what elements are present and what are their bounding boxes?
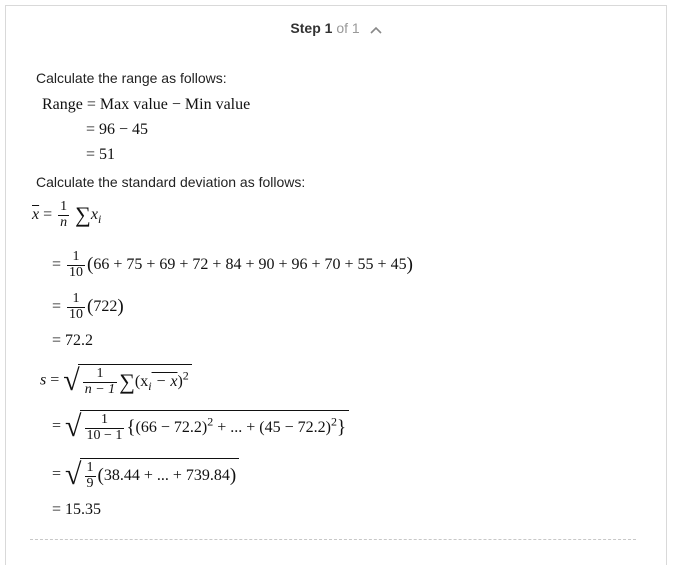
mean-result: = 72.2 bbox=[52, 332, 94, 349]
sd-formula-line2: = √ $\frac{1}{10 - 1}$ {$(66 - 72.2)^2$ + ... + $(45 - 72.2)^2$} bbox=[52, 410, 349, 443]
sd-symbol: s bbox=[40, 371, 47, 389]
solution-card bbox=[5, 5, 667, 565]
range-label: Range bbox=[42, 96, 83, 113]
range-formula-line3: = 51 bbox=[86, 146, 116, 163]
range-formula-line2: = 96 − 45 bbox=[86, 121, 149, 138]
mean-formula-line2: = $\frac{1}{10}$ (66 + 75 + 69 + 72 + 84 + 90 + 96 + 70 + 55 + 45) bbox=[52, 249, 413, 280]
sd-formula-line3: = √ $\frac{1}{9}$ (38.44 + ... + 739.84) bbox=[52, 458, 239, 491]
chevron-up-icon[interactable] bbox=[370, 21, 382, 37]
range-definition: = Max value − Min value bbox=[86, 96, 251, 113]
mean-values: 66 + 75 + 69 + 72 + 84 + 90 + 96 + 70 + 55 + 45 bbox=[93, 255, 407, 273]
sd-formula-line1: s = √ $\frac{1}{n - 1}$ $\sum(x_i - x)^2$ bbox=[40, 364, 192, 397]
mean-total: 722 bbox=[93, 297, 118, 315]
range-formula-line1 bbox=[42, 96, 250, 114]
mean-symbol: $\overline{x}$ bbox=[32, 205, 40, 223]
section-divider bbox=[30, 539, 636, 540]
range-intro-text: Calculate the range as follows: bbox=[36, 70, 227, 86]
step-label: Step 1 bbox=[290, 20, 333, 36]
sd-result: = 15.35 bbox=[52, 501, 102, 518]
mean-fraction: $\frac{1}{n}$ bbox=[60, 199, 68, 230]
sd-intro-text: Calculate the standard deviation as follows: bbox=[36, 174, 306, 190]
mean-formula-line1: $\overline{x}$ = $\frac{1}{n}$ $\sum x_i$ bbox=[32, 199, 102, 230]
mean-formula-line3: = $\frac{1}{10}$ (722) bbox=[52, 291, 124, 322]
step-count: of 1 bbox=[336, 20, 360, 36]
step-header[interactable] bbox=[6, 20, 666, 37]
